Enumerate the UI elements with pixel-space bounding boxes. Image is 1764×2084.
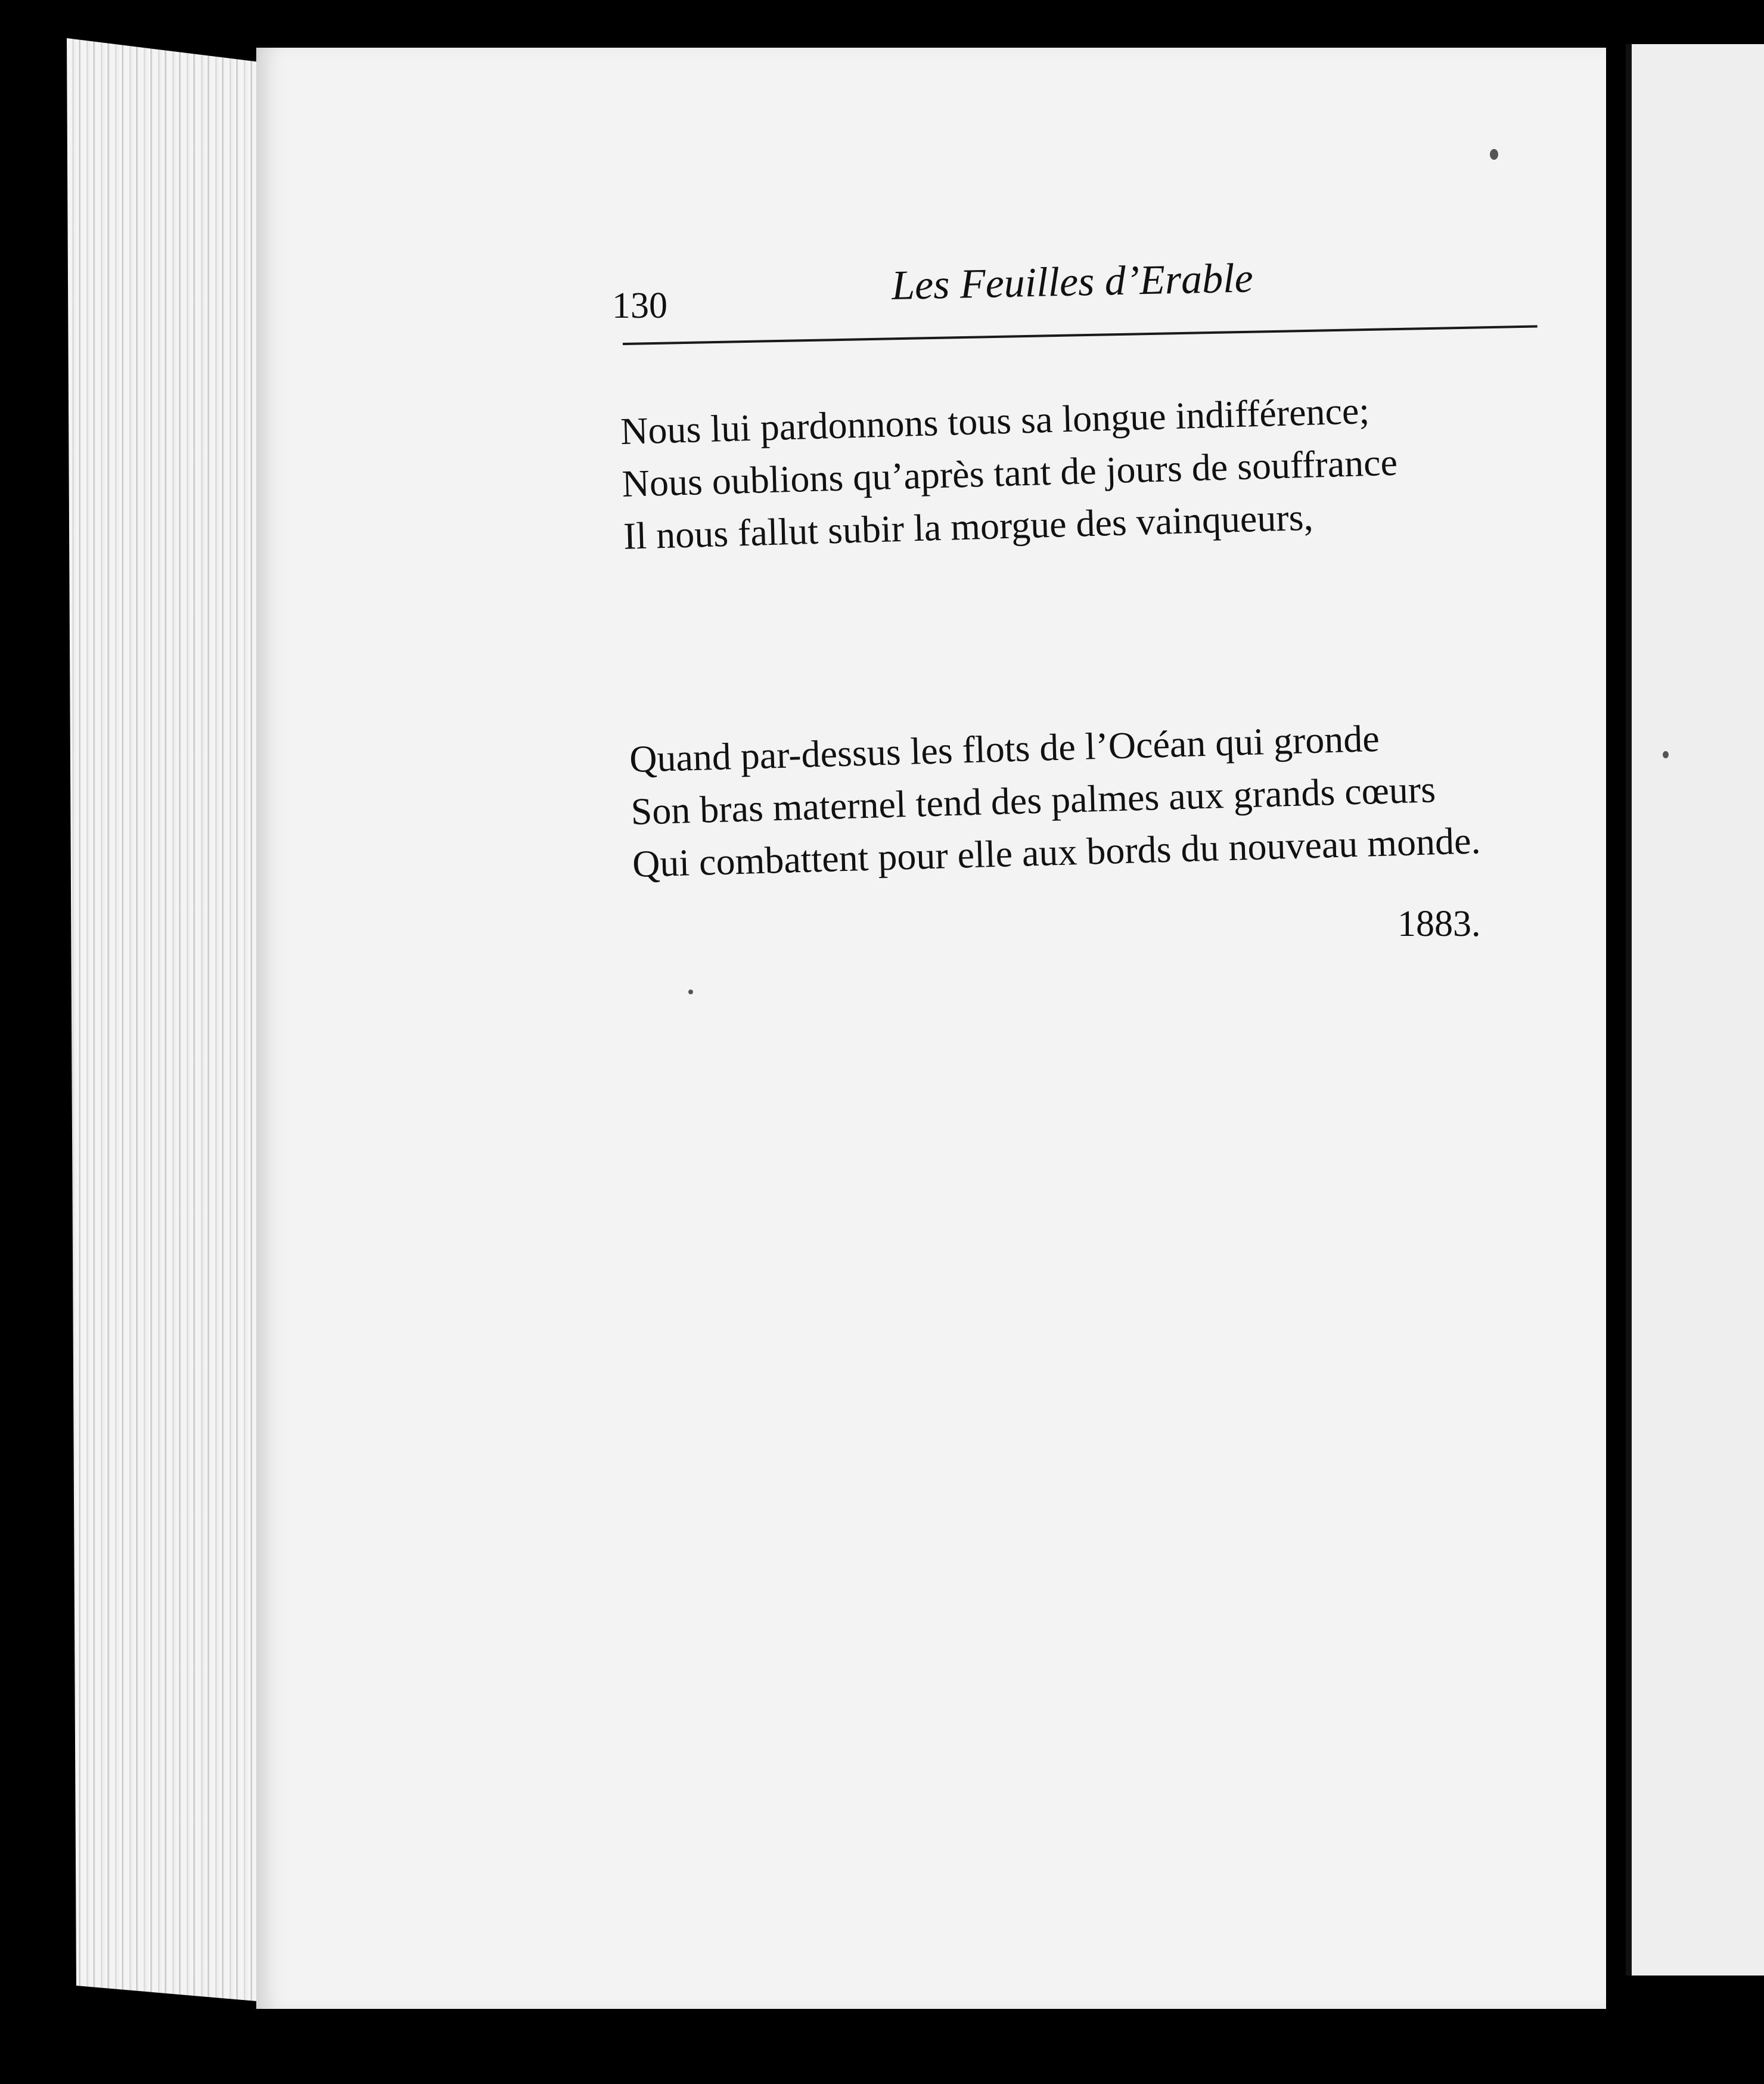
verse-line: Quand par-dessus les flots de l’Océan qui gronde: [629, 717, 1380, 780]
page-number: 130: [612, 286, 667, 326]
poem-date: 1883.: [1397, 904, 1481, 944]
page-header: [612, 255, 1542, 326]
verse-line: Nous lui pardonnons tous sa longue indifférence;: [620, 389, 1370, 452]
paper-speck: [1490, 149, 1498, 160]
verse-line: Qui combattent pour elle aux bords du nouveau monde.: [632, 819, 1482, 885]
book-page: [256, 48, 1606, 2009]
running-title: Les Feuilles d’Erable: [891, 255, 1254, 309]
stanza-1: [620, 384, 1399, 563]
verse-line: Il nous fallut subir la morgue des vainqueurs,: [623, 495, 1314, 557]
facing-page-edge: [1626, 44, 1764, 1976]
stanza-2: [629, 709, 1481, 891]
paper-speck: [1663, 751, 1669, 758]
paper-speck: [688, 990, 693, 994]
verse-line: Son bras maternel tend des palmes aux grands cœurs: [630, 768, 1436, 833]
verse-line: Nous oublions qu’après tant de jours de souffrance: [621, 441, 1398, 505]
